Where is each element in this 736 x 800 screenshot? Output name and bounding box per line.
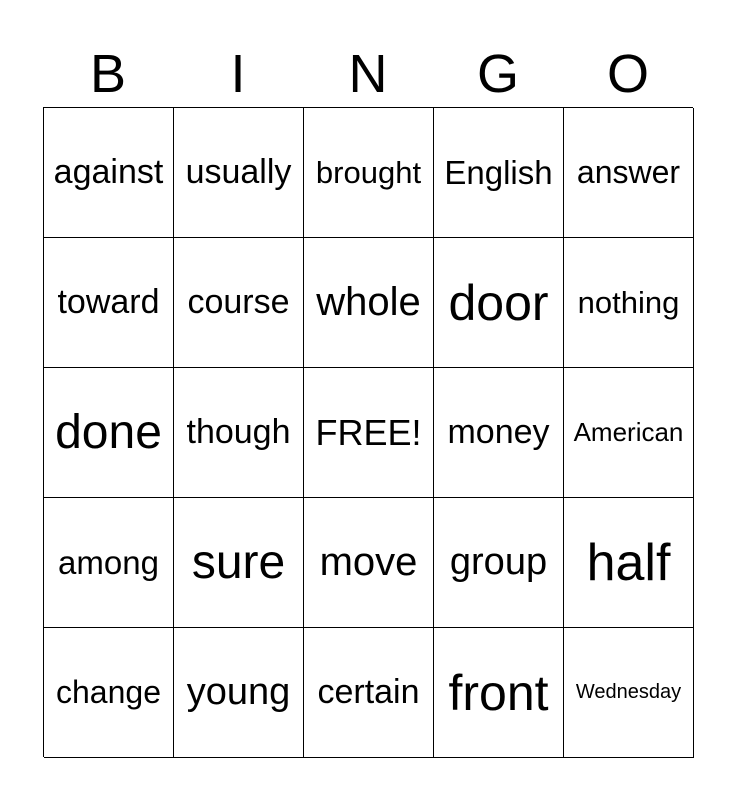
header-letter-o: O (606, 44, 649, 104)
bingo-cell-r3-c4[interactable] (564, 498, 694, 628)
bingo-header (43, 40, 693, 108)
cell-word: certain (317, 673, 420, 711)
bingo-cell-r0-c1[interactable] (174, 108, 304, 238)
cell-word: group (449, 541, 548, 583)
bingo-cell-r2-c1[interactable] (174, 368, 304, 498)
bingo-cell-r3-c1[interactable] (174, 498, 304, 628)
bingo-cell-r1-c1[interactable] (174, 238, 304, 368)
cell-word: sure (191, 536, 286, 589)
bingo-cell-r4-c3[interactable] (434, 628, 564, 758)
bingo-cell-r0-c2[interactable] (304, 108, 434, 238)
cell-word: FREE! (315, 411, 422, 453)
bingo-cell-r1-c3[interactable] (434, 238, 564, 368)
cell-word: English (444, 153, 553, 191)
bingo-cell-r3-c2[interactable] (304, 498, 434, 628)
cell-word: half (586, 533, 671, 592)
cell-word: brought (315, 154, 422, 190)
bingo-cell-r2-c4[interactable] (564, 368, 694, 498)
header-letter-i: I (230, 44, 246, 104)
header-letter-g: G (476, 44, 519, 104)
bingo-cell-r2-c2[interactable] (304, 368, 434, 498)
cell-word: against (53, 153, 164, 191)
bingo-cell-r2-c3[interactable] (434, 368, 564, 498)
cell-word: course (187, 283, 290, 321)
bingo-cell-r1-c0[interactable] (44, 238, 174, 368)
bingo-cell-r0-c4[interactable] (564, 108, 694, 238)
bingo-cell-r0-c3[interactable] (434, 108, 564, 238)
cell-word: usually (185, 153, 292, 191)
bingo-cell-r4-c0[interactable] (44, 628, 174, 758)
cell-word: move (319, 540, 418, 584)
header-letter-b: B (89, 44, 127, 104)
cell-word: young (186, 671, 291, 713)
cell-word: toward (57, 283, 160, 321)
cell-word: Wednesday (575, 681, 682, 703)
bingo-cell-r1-c4[interactable] (564, 238, 694, 368)
bingo-cell-r3-c0[interactable] (44, 498, 174, 628)
bingo-cell-r1-c2[interactable] (304, 238, 434, 368)
cell-word: American (573, 417, 684, 447)
cell-word: door (448, 274, 549, 331)
cell-word: front (448, 664, 549, 721)
cell-word: answer (576, 154, 681, 190)
cell-word: whole (316, 280, 421, 324)
cell-word: though (186, 413, 291, 451)
header-letter-n: N (348, 44, 388, 104)
cell-word: among (58, 543, 159, 581)
cell-word: nothing (577, 284, 680, 320)
bingo-grid (43, 107, 693, 757)
bingo-cell-r3-c3[interactable] (434, 498, 564, 628)
bingo-cell-r2-c0[interactable] (44, 368, 174, 498)
cell-word: money (447, 413, 550, 451)
bingo-cell-r0-c0[interactable] (44, 108, 174, 238)
bingo-cell-r4-c4[interactable] (564, 628, 694, 758)
cell-word: done (55, 406, 162, 459)
bingo-cell-r4-c1[interactable] (174, 628, 304, 758)
cell-word: change (56, 674, 161, 710)
bingo-cell-r4-c2[interactable] (304, 628, 434, 758)
